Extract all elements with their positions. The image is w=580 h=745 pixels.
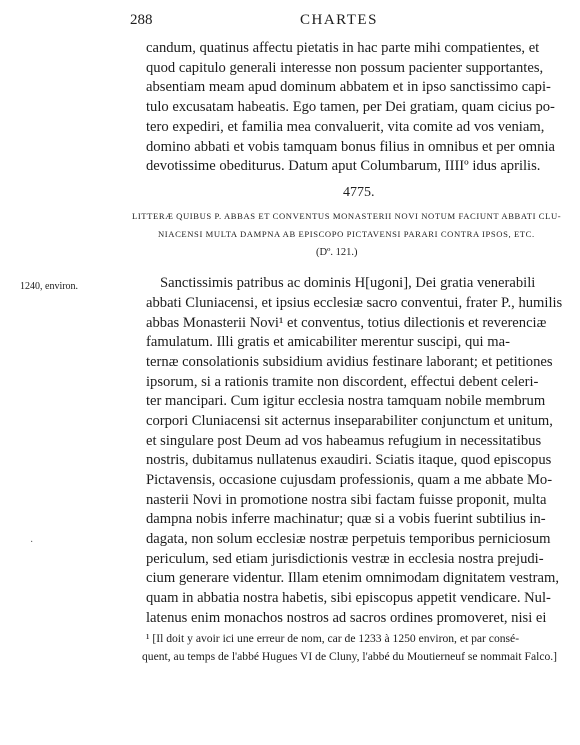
margin-mark: · [30, 537, 34, 548]
charter-summary: LITTERÆ QUIBUS P. ABBAS ET CONVENTUS MONASTERII NOVI NOTUM FACIUNT ABBATI CLU- [132, 211, 562, 221]
text-line: tulo excusatam habeatis. Ego tamen, per Dei gratiam, quam cicius po- [146, 99, 555, 115]
charter-reference: (Dº. 121.) [316, 247, 358, 258]
page-number: 288 [130, 12, 153, 28]
text-line: quod capitulo generali interesse non possum pacienter supportantes, [146, 60, 544, 76]
footnote-line: ¹ [Il doit y avoir ici une erreur de nom, car de 1233 à 1250 environ, et par consé- [146, 632, 520, 645]
running-head: CHARTES [300, 12, 378, 28]
text-line: ipsorum, si a rationis tramite non discordent, effectui debent celeri- [146, 374, 539, 390]
text-line: abbas Monasterii Novi¹ et conventus, totius dilectionis et reverenciæ [146, 315, 547, 331]
text-line: corpori Cluniacensi sit acternus inseparabiliter conjunctum et unitum, [146, 413, 553, 429]
text-line: dampna nobis inferre machinatur; quæ si a vobis fuerint subtilius in- [146, 511, 546, 527]
text-line: abbati Cluniacensi, et ipsius ecclesiæ sacro conventui, frater P., humilis [146, 295, 563, 311]
text-line: ternæ consolationis subsidium avidius festinare laborant; et petitiones [146, 354, 553, 370]
text-line: Sanctissimis patribus ac dominis H[ugoni], Dei gratia venerabili [160, 275, 536, 291]
footnote-line: quent, au temps de l'abbé Hugues VI de Cluny, l'abbé du Moutierneuf se nommait Falco.] [142, 650, 558, 663]
text-line: periculum, sed etiam jurisdictionis vestræ in ecclesia nostra prejudi- [146, 551, 544, 567]
margin-date: 1240, environ. [20, 281, 79, 292]
text-line: ter mancipari. Cum igitur ecclesia nostra tamquam nobile membrum [146, 393, 546, 409]
text-line: devotissime obediturus. Datum aput Columbarum, IIIIº idus aprilis. [146, 158, 541, 174]
charter-summary: NIACENSI MULTA DAMPNA AB EPISCOPO PICTAVENSI PARARI CONTRA IPSOS, ETC. [158, 229, 535, 239]
text-line: et singulare post Deum ad vos habeamus refugium in necessitatibus [146, 433, 542, 449]
text-line: famulatum. Illi gratis et amicabiliter merentur suscipi, qui ma- [146, 334, 510, 350]
text-line: dagata, non solum ecclesiæ nostræ perpetuis temporibus perniciosum [146, 531, 551, 547]
text-line: Pictavensis, occasione cujusdam professionis, quam a me abbate Mo- [146, 472, 553, 488]
charter-number: 4775. [343, 185, 375, 200]
text-line: cium generare videntur. Illam etenim omnimodam dignitatem vestram, [146, 570, 559, 586]
text-line: absentiam meam apud dominum abbatem et in ipso sanctissimo capi- [146, 79, 551, 95]
text-line: tero expediri, et familia mea convaluerit, vita comite ad vos veniam, [146, 119, 545, 135]
text-line: domino abbati et vobis tamquam bonus filius in omnibus et per omnia [146, 139, 555, 155]
text-line: candum, quatinus affectu pietatis in hac parte mihi compatientes, et [146, 40, 540, 56]
text-line: nasterii Novi in promotione nostra sibi factam fuisse proponit, multa [146, 492, 547, 508]
text-line: latenus enim monachos nostros ad sacros ordines promoveret, nisi ei [146, 610, 547, 626]
text-line: quam in abbatia nostra habetis, sibi episcopus appetit vendicare. Nul- [146, 590, 551, 606]
text-line: nostris, dubitamus nullatenus exaudiri. Sciatis itaque, quod episcopus [146, 452, 552, 468]
